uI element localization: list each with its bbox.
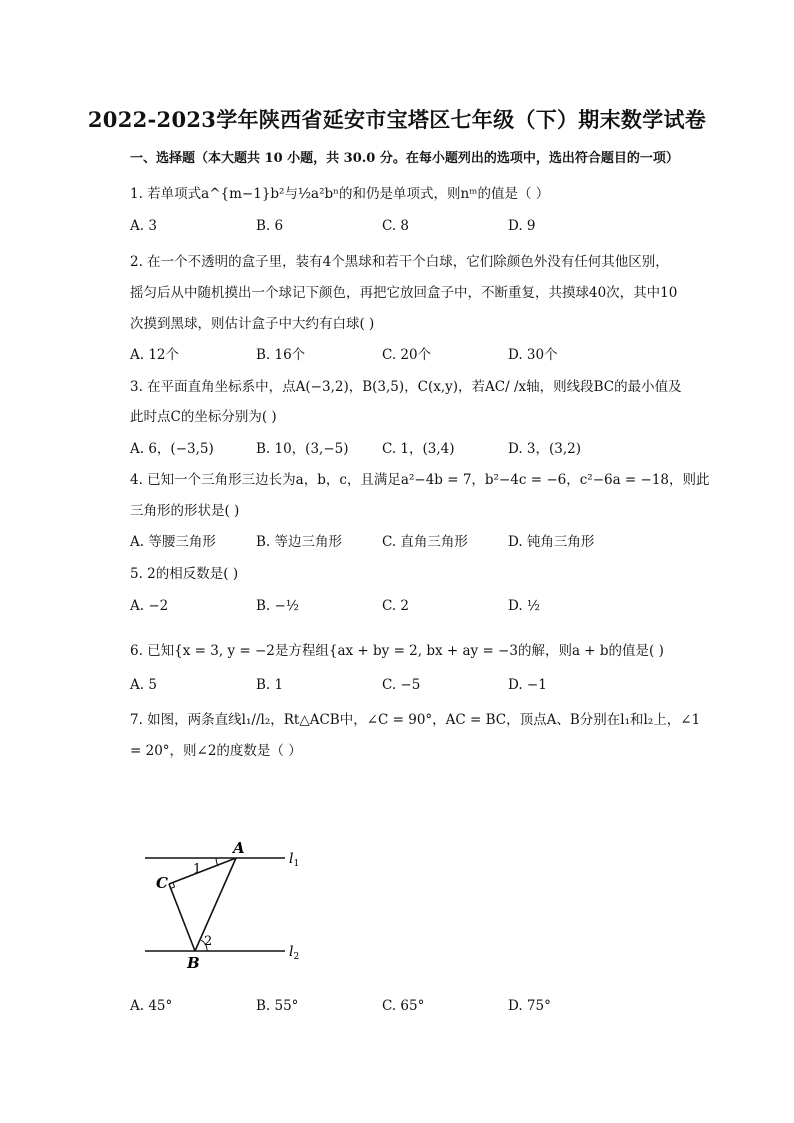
q2-option-a: A. 12个 bbox=[130, 347, 180, 363]
q3-option-a: A. 6，(−3,5) bbox=[130, 441, 214, 457]
q1-option-c: C. 8 bbox=[382, 218, 410, 234]
label-a: A bbox=[233, 839, 245, 857]
q5-option-a: A. −2 bbox=[130, 598, 169, 614]
question-2-line-1: 2. 在一个不透明的盒子里，装有4个黑球和若干个白球，它们除颜色外没有任何其他区别， bbox=[130, 254, 669, 270]
label-c: C bbox=[156, 874, 168, 892]
q6-option-d: D. −1 bbox=[508, 677, 547, 693]
geometry-figure bbox=[140, 838, 315, 973]
question-5-line-1: 5. 2的相反数是( ) bbox=[130, 566, 239, 582]
label-l2-sub: 2 bbox=[293, 952, 300, 962]
label-l2-letter: l bbox=[289, 944, 294, 960]
q2-option-b: B. 16个 bbox=[256, 347, 306, 363]
q5-option-c: C. 2 bbox=[382, 598, 410, 614]
q5-option-b: B. −½ bbox=[256, 598, 299, 614]
q1-option-d: D. 9 bbox=[508, 218, 536, 234]
section-heading: 一、选择题（本大题共 10 小题，共 30.0 分。在每小题列出的选项中，选出符合题目的一项） bbox=[130, 151, 679, 166]
question-7-line-2: = 20°，则∠2的度数是（ ） bbox=[130, 743, 302, 759]
question-6-line-1: 6. 已知{x = 3, y = −2是方程组{ax + by = 2, bx + ay = −3的解，则a + b的值是( ) bbox=[130, 643, 664, 659]
label-l2 bbox=[289, 944, 299, 962]
q6-option-c: C. −5 bbox=[382, 677, 421, 693]
label-angle-1: 1 bbox=[193, 862, 202, 877]
question-7-line-1: 7. 如图，两条直线l₁//l₂，Rt△ACB中，∠C = 90°，AC = BC，顶点A、B分别在l₁和l₂上，∠1 bbox=[130, 712, 701, 728]
q3-option-b: B. 10，(3,−5) bbox=[256, 441, 349, 457]
question-1-line-1: 1. 若单项式a^{m−1}b²与½a²bⁿ的和仍是单项式，则nᵐ的值是（ ） bbox=[130, 186, 550, 202]
question-3-line-2: 此时点C的坐标分别为( ) bbox=[130, 409, 277, 425]
q1-option-b: B. 6 bbox=[256, 218, 284, 234]
label-angle-2: 2 bbox=[204, 934, 213, 949]
question-3-line-1: 3. 在平面直角坐标系中，点A(−3,2)，B(3,5)，C(x,y)，若AC/ /x轴，则线段BC的最小值及 bbox=[130, 379, 682, 395]
label-l1 bbox=[289, 851, 299, 869]
q6-option-a: A. 5 bbox=[130, 677, 157, 693]
q7-option-a: A. 45° bbox=[130, 998, 173, 1014]
label-b: B bbox=[187, 954, 200, 972]
label-l1-sub: 1 bbox=[293, 859, 300, 869]
q3-option-d: D. 3，(3,2) bbox=[508, 441, 582, 457]
q4-option-a: A. 等腰三角形 bbox=[130, 534, 216, 550]
q5-option-d: D. ½ bbox=[508, 598, 541, 614]
q4-option-b: B. 等边三角形 bbox=[256, 534, 343, 550]
q4-option-c: C. 直角三角形 bbox=[382, 534, 468, 550]
label-l1-letter: l bbox=[289, 851, 294, 867]
q4-option-d: D. 钝角三角形 bbox=[508, 534, 595, 550]
q2-option-d: D. 30个 bbox=[508, 347, 558, 363]
q3-option-c: C. 1，(3,4) bbox=[382, 441, 455, 457]
figure-svg bbox=[140, 838, 315, 973]
q2-option-c: C. 20个 bbox=[382, 347, 432, 363]
segment-cb bbox=[169, 884, 195, 951]
page-title: 2022-2023学年陕西省延安市宝塔区七年级（下）期末数学试卷 bbox=[87, 107, 707, 132]
q7-option-b: B. 55° bbox=[256, 998, 299, 1014]
question-4-line-1: 4. 已知一个三角形三边长为a，b，c，且满足a²−4b = 7，b²−4c = −6，c²−6a = −18，则此 bbox=[130, 472, 710, 488]
q1-option-a: A. 3 bbox=[130, 218, 157, 234]
q6-option-b: B. 1 bbox=[256, 677, 284, 693]
question-2-line-3: 次摸到黑球，则估计盒子中大约有白球( ) bbox=[130, 316, 375, 332]
q7-option-d: D. 75° bbox=[508, 998, 551, 1014]
question-2-line-2: 摇匀后从中随机摸出一个球记下颜色，再把它放回盒子中，不断重复，共摸球40次，其中10 bbox=[130, 285, 678, 301]
question-4-line-2: 三角形的形状是( ) bbox=[130, 503, 240, 519]
q7-option-c: C. 65° bbox=[382, 998, 425, 1014]
